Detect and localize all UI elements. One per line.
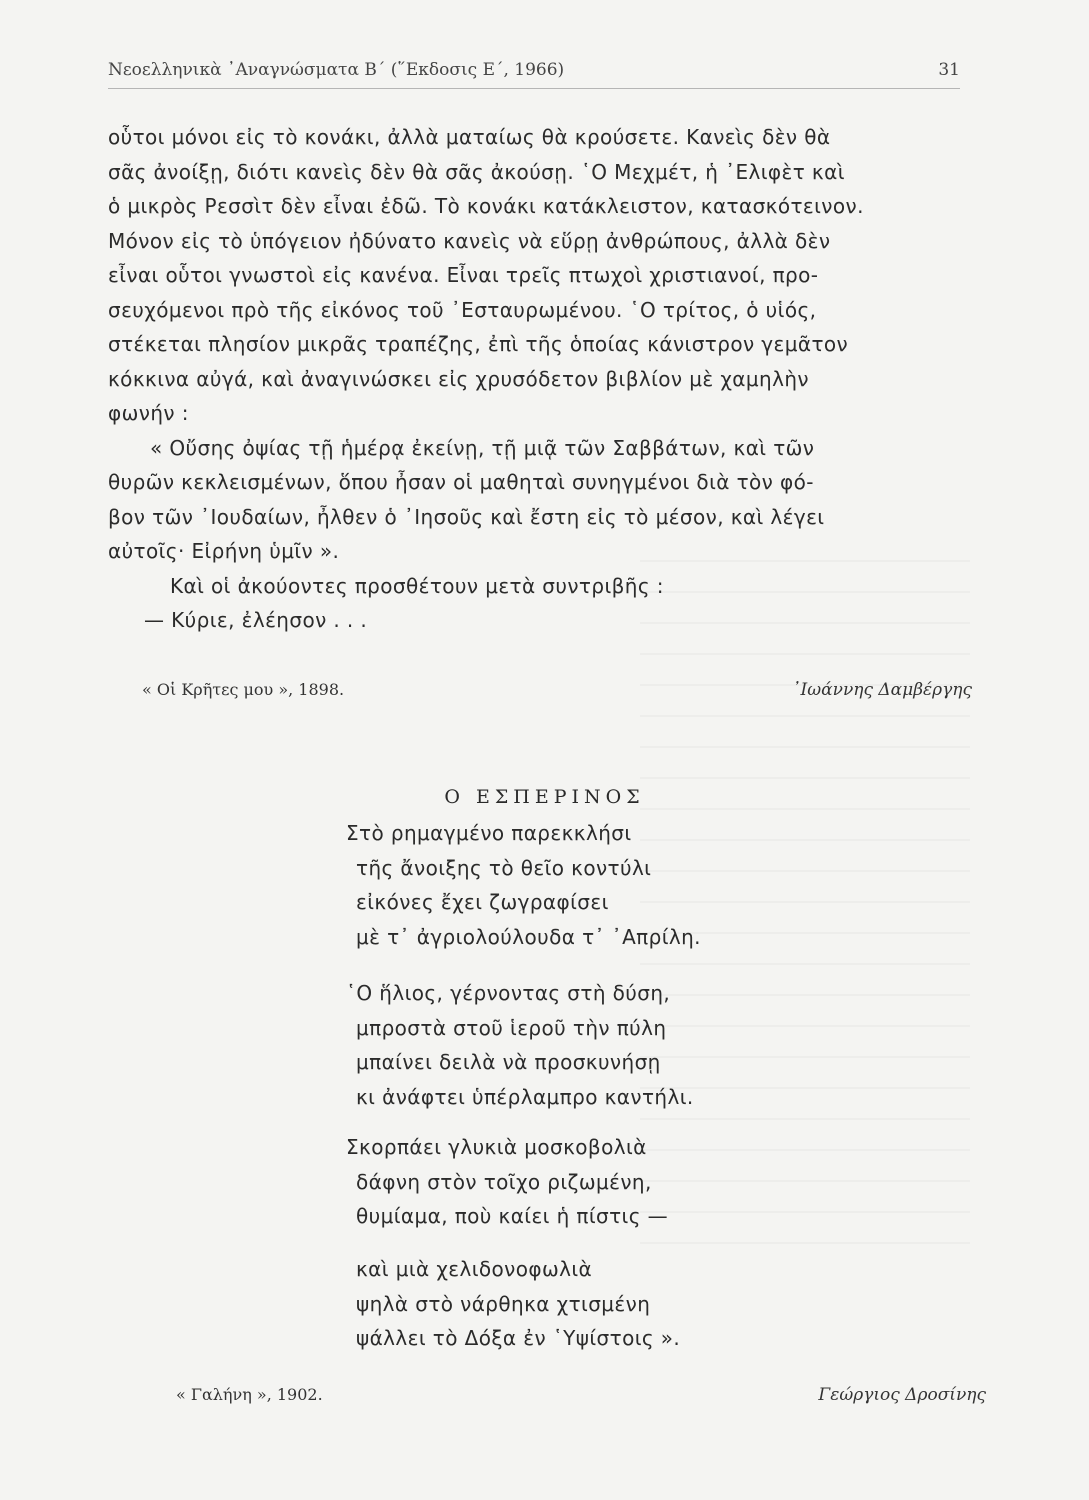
- poem-line: ῾Ο ἥλιος, γέρνοντας στὴ δύση,: [346, 981, 671, 1005]
- response-intro: Καὶ οἱ ἀκούοντες προσθέτουν μετὰ συντριβῆς :: [170, 573, 664, 598]
- prose-line: κόκκινα αὐγά, καὶ ἀναγινώσκει εἰς χρυσόδετον βιβλίον μὲ χαμηλὴν: [108, 366, 809, 391]
- prose-line: ὁ μικρὸς Ρεσσὶτ δὲν εἶναι ἐδῶ. Τὸ κονάκι κατάκλειστον, κατασκότεινον.: [108, 194, 864, 218]
- prose-passage: [108, 120, 966, 638]
- prose-line: σευχόμενοι πρὸ τῆς εἰκόνος τοῦ ᾿Εσταυρωμένου. ῾Ο τρίτος, ὁ υἱός,: [108, 297, 817, 322]
- prose-line: οὗτοι μόνοι εἰς τὸ κονάκι, ἀλλὰ ματαίως θὰ κρούσετε. Κανεὶς δὲν θὰ: [108, 125, 831, 149]
- prose-line: στέκεται πλησίον μικρᾶς τραπέζης, ἐπὶ τῆς ὁποίας κάνιστρον γεμᾶτον: [108, 332, 849, 356]
- poem-line: θυμίαμα, ποὺ καίει ἡ πίστις —: [356, 1204, 669, 1228]
- attribution-source: « Γαλήνη », 1902.: [176, 1385, 323, 1404]
- response-line: — Κύριε, ἐλέησον . . .: [144, 608, 368, 632]
- quote-line: θυρῶν κεκλεισμένων, ὅπου ἦσαν οἱ μαθηταὶ συνηγμένοι διὰ τὸν φό-: [108, 470, 814, 494]
- prose-line: σᾶς ἀνοίξῃ, διότι κανεὶς δὲν θὰ σᾶς ἀκούσῃ. ῾Ο Μεχμέτ, ἡ ᾿Ελιφὲτ καὶ: [108, 159, 845, 184]
- poem-line: ψηλὰ στὸ νάρθηκα χτισμένη: [356, 1291, 651, 1316]
- attribution-damvergis: [142, 680, 972, 710]
- poem-title: Ο ΕΣΠΕΡΙΝΟΣ: [444, 786, 645, 808]
- poem-line: ψάλλει τὸ Δόξα ἐν ῾Υψίστοις ».: [356, 1326, 681, 1350]
- prose-line: εἶναι οὗτοι γνωστοὶ εἰς κανένα. Εἶναι τρεῖς πτωχοὶ χριστιανοί, προ-: [108, 263, 819, 287]
- poem-line: Στὸ ρημαγμένο παρεκκλήσι: [346, 821, 632, 845]
- poem-stanza-2: [346, 976, 906, 1114]
- poem-line: δάφνη στὸν τοῖχο ριζωμένη,: [356, 1169, 652, 1194]
- attribution-author: ᾿Ιωάννης Δαμβέργης: [792, 680, 972, 700]
- poem-line: μπαίνει δειλὰ νὰ προσκυνήσῃ: [356, 1050, 661, 1074]
- running-header: [108, 52, 960, 89]
- quote-line: « Οὔσης ὀψίας τῇ ἡμέρᾳ ἐκείνῃ, τῇ μιᾷ τῶν Σαββάτων, καὶ τῶν: [150, 435, 815, 460]
- quote-line: βον τῶν ᾿Ιουδαίων, ἦλθεν ὁ ᾿Ιησοῦς καὶ ἔστη εἰς τὸ μέσον, καὶ λέγει: [108, 504, 825, 529]
- poem-line: εἰκόνες ἔχει ζωγραφίσει: [356, 890, 609, 914]
- poem-stanza-4: [346, 1252, 906, 1356]
- page-number: 31: [938, 60, 960, 80]
- poem-stanza-1: [346, 816, 906, 954]
- poem-stanza-3: [346, 1130, 906, 1234]
- poem-line: κι ἀνάφτει ὑπέρλαμπρο καντήλι.: [356, 1084, 694, 1109]
- quote-line: αὐτοῖς· Εἰρήνη ὑμῖν ».: [108, 539, 340, 563]
- poem-line: μὲ τ᾿ ἀγριολούλουδα τ᾿ ᾿Απρίλη.: [356, 924, 701, 949]
- poem-line: καὶ μιὰ χελιδονοφωλιὰ: [356, 1257, 593, 1281]
- attribution-author: Γεώργιος Δροσίνης: [818, 1385, 986, 1405]
- attribution-drosinis: [176, 1385, 986, 1415]
- prose-line: φωνήν :: [108, 401, 189, 425]
- attribution-source: « Οἱ Κρῆτες μου », 1898.: [142, 680, 345, 699]
- poem-line: τῆς ἄνοιξης τὸ θεῖο κοντύλι: [356, 855, 652, 880]
- poem-line: μπροστὰ στοῦ ἱεροῦ τὴν πύλη: [356, 1015, 667, 1040]
- poem-line: Σκορπάει γλυκιὰ μοσκοβολιὰ: [346, 1135, 647, 1159]
- prose-line: Μόνον εἰς τὸ ὑπόγειον ἠδύνατο κανεὶς νὰ εὕρῃ ἀνθρώπους, ἀλλὰ δὲν: [108, 228, 831, 253]
- header-book-title: Νεοελληνικὰ ᾿Αναγνώσματα Β΄ (῞Εκδοσις Ε΄, 1966): [108, 60, 565, 80]
